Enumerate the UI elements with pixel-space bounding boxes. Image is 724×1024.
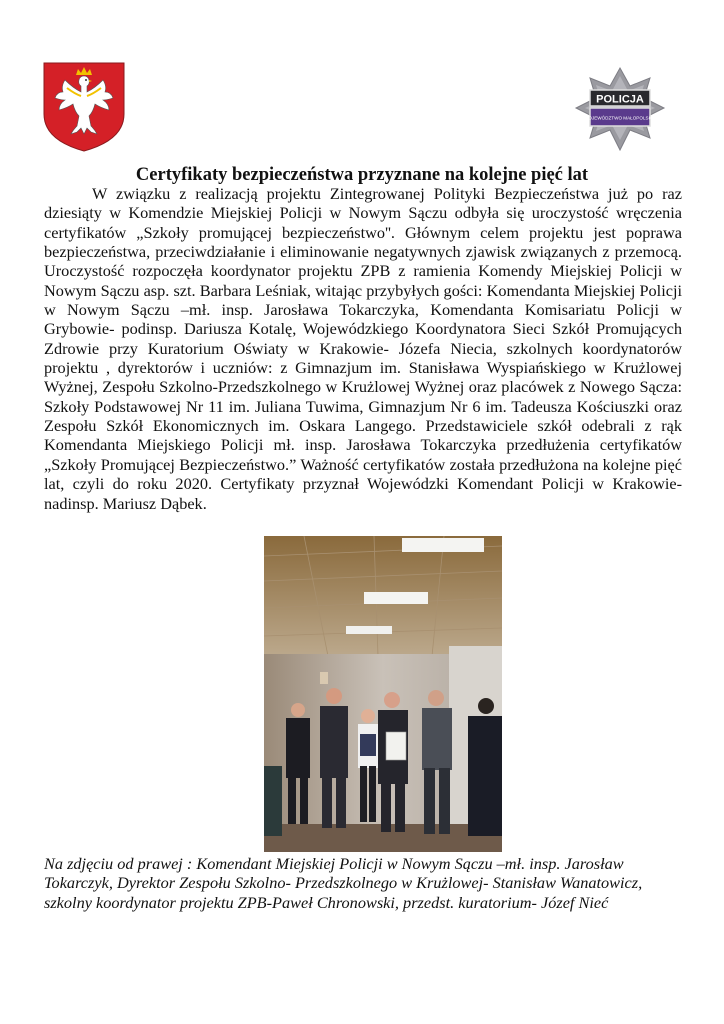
ceremony-photo	[264, 536, 502, 852]
police-badge-icon	[572, 64, 668, 160]
photo-caption: Na zdjęciu od prawej : Komendant Miejskiej Policji w Nowym Sączu –mł. insp. Jarosław Tokarczyk, Dyrektor Zespołu Szkolno- Przedszkolnego w Krużlowej- Stanisław Wanatowicz, szkolny koordynator projektu ZPB-Paweł Chronowski, przedst. kuratorium- Józef Nieć	[44, 854, 643, 912]
coat-of-arms-icon	[43, 62, 125, 152]
badge-bottom-text: WOJEWÓDZTWO MAŁOPOLSKIE	[584, 115, 656, 121]
badge-top-text: POLICJA	[596, 93, 644, 106]
article-body: W związku z realizacją projektu Zintegrowanej Polityki Bezpieczeństwa już po raz dziesiąty w Komendzie Miejskiej Policji w Nowym Sączu odbyła się uroczystość wręczenia certyfikatów „Szkoły promującej bezpieczeństwo''. Głównym celem projektu jest poprawa bezpieczeństwa, przeciwdziałanie i eliminowanie negatywnych zjawisk związanych z przemocą. Uroczystość rozpoczęła koordynator projektu ZPB z ramienia Komendy Miejskiej Policji w Nowym Sączu asp. szt. Barbara Leśniak, witając przybyłych gości: Komendanta Miejskiej Policji w Nowym Sączu –mł. insp. Jarosława Tokarczyka, Komendanta Komisariatu Policji w Grybowie- podinsp. Dariusza Kotalę, Wojewódzkiego Koordynatora Sieci Szkół Promujących Zdrowie przy Kuratorium Oświaty w Krakowie- Józefa Niecia, szkolnych koordynatorów projektu , dyrektorów i uczniów: z Gimnazjum im. Stanisława Wyspiańskiego w Krużlowej Wyżnej, Zespołu Szkolno-Przedszkolnego w Krużlowej Wyżnej oraz placówek z Nowego Sącza: Szkoły Podstawowej Nr 11 im. Juliana Tuwima, Gimnazjum Nr 6 im. Tadeusza Kościuszki oraz Zespołu Szkół Ekonomicznych im. Oskara Langego. Przedstawiciele szkół odebrali z rąk Komendanta Miejskiego Policji mł. insp. Jarosława Tokarczyka przedłużenia certyfikatów „Szkoły Promującej Bezpieczeństwo.” Ważność certyfikatów została przedłużona na kolejne pięć lat, czyli do roku 2020. Certyfikaty przyznał Wojewódzki Komendant Policji w Krakowie- nadinsp. Mariusz Dąbek.	[44, 184, 682, 513]
page-title: Certyfikaty bezpieczeństwa przyznane na kolejne pięć lat	[135, 165, 589, 185]
